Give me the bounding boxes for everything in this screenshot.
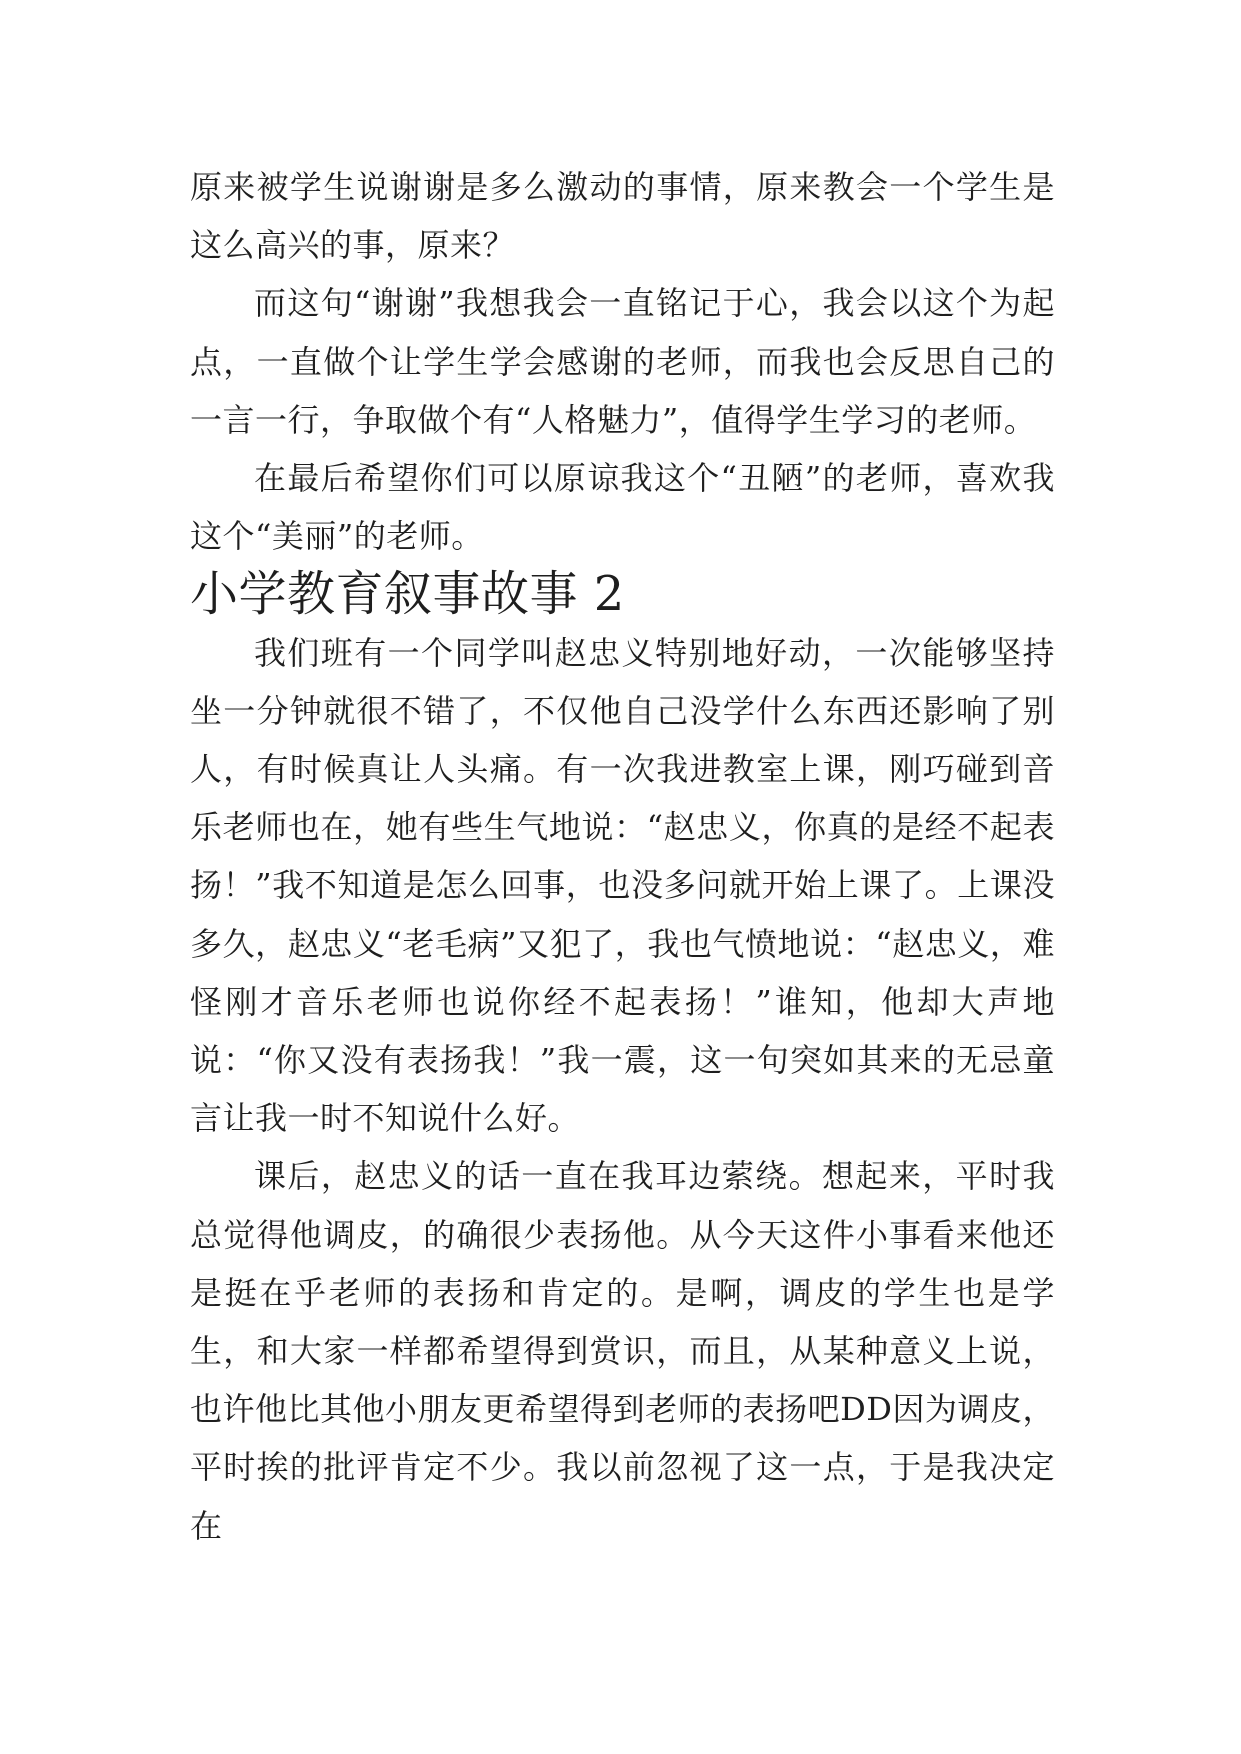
paragraph-reflection: 而这句“谢谢”我想我会一直铭记于心，我会以这个为起点，一直做个让学生学会感谢的老师，而我也会反思自己的一言一行，争取做个有“人格魅力”，值得学生学习的老师。: [190, 284, 1055, 439]
paragraph-story-reflection: 课后，赵忠义的话一直在我耳边萦绕。想起来，平时我总觉得他调皮，的确很少表扬他。从今天这件小事看来他还是挺在乎老师的表扬和肯定的。是啊，调皮的学生也是学生，和大家一样都希望得到赏识，而且，从某种意义上说，也许他比其他小朋友更希望得到老师的表扬吧DD因为调皮，平时挨的批评肯定不少。我以前忽视了这一点，于是我决定在: [190, 1157, 1055, 1545]
paragraph-story-incident: 我们班有一个同学叫赵忠义特别地好动，一次能够坚持坐一分钟就很不错了，不仅他自己没学什么东西还影响了别人，有时候真让人头痛。有一次我进教室上课，刚巧碰到音乐老师也在，她有些生气地说：“赵忠义，你真的是经不起表扬！”我不知道是怎么回事，也没多问就开始上课了。上课没多久，赵忠义“老毛病”又犯了，我也气愤地说：“赵忠义，难怪刚才音乐老师也说你经不起表扬！”谁知，他却大声地说：“你又没有表扬我！”我一震，这一句突如其来的无忌童言让我一时不知说什么好。: [190, 633, 1055, 1138]
document-body: [190, 158, 1055, 1555]
paragraph-intro-ending: 原来被学生说谢谢是多么激动的事情，原来教会一个学生是这么高兴的事，原来？: [190, 168, 1055, 265]
section-heading: 小学教育叙事故事 2: [190, 566, 625, 623]
paragraph-closing-wish: 在最后希望你们可以原谅我这个“丑陋”的老师，喜欢我这个“美丽”的老师。: [190, 459, 1055, 556]
